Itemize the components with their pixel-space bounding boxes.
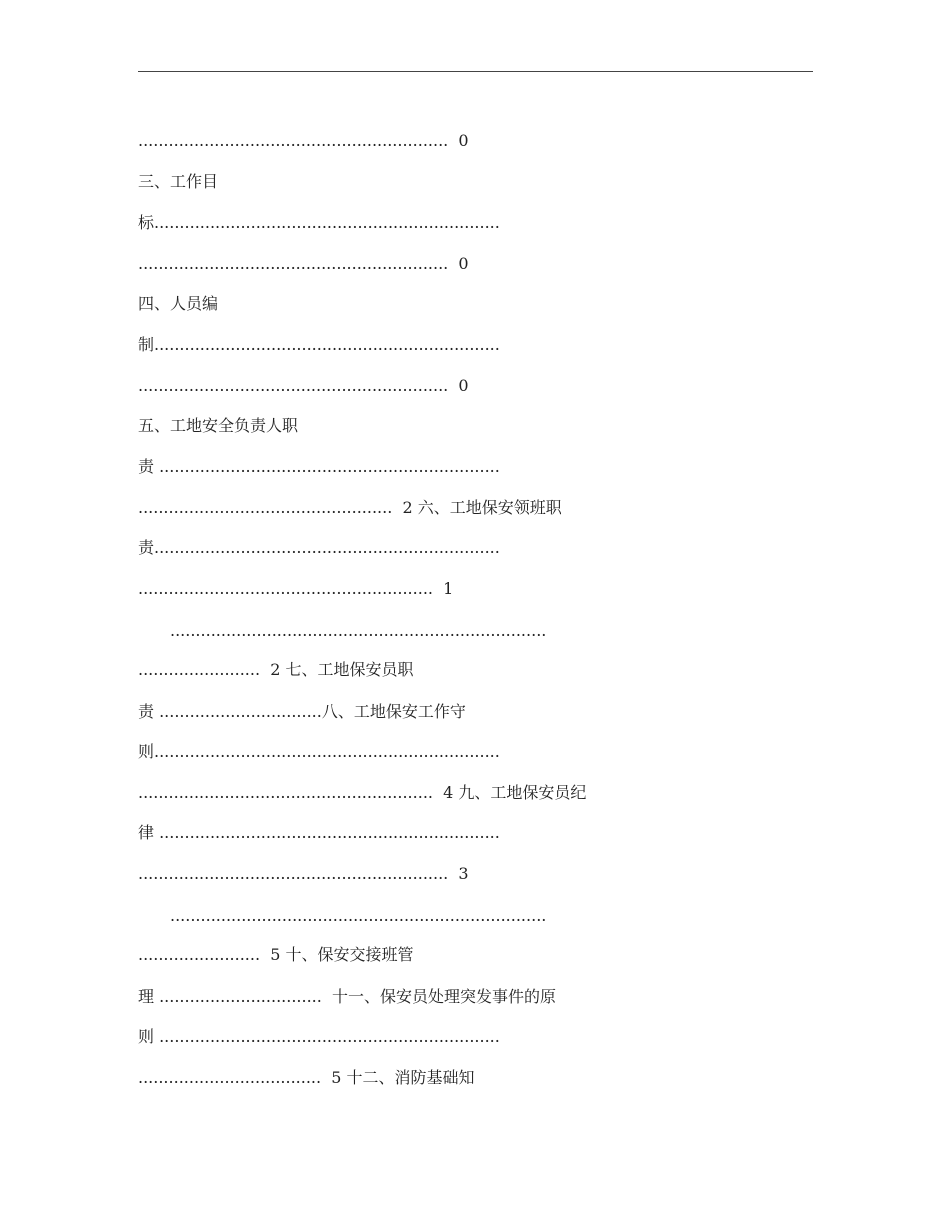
toc-line: ............................................................. 0	[138, 131, 469, 150]
toc-line: 理 ................................ 十一、保安员处理突发事件的原	[138, 987, 557, 1006]
toc-line: 责....................................................................	[138, 538, 500, 557]
toc-line: 三、工作目	[138, 172, 219, 191]
toc-line: ............................................................. 0	[138, 254, 469, 273]
toc-line: 制....................................................................	[138, 335, 500, 354]
toc-line: .......................................................... 4 九、工地保安员纪	[138, 783, 587, 802]
toc-line: .................................... 5 十二、消防基础知	[138, 1068, 475, 1087]
toc-line: 五、工地安全负责人职	[138, 416, 299, 435]
toc-line: .......................................................... 1	[138, 579, 454, 598]
toc-line: 四、人员编	[138, 294, 219, 313]
header-rule	[138, 71, 813, 72]
toc-line: ............................................................. 0	[138, 376, 469, 395]
toc-line: 则....................................................................	[138, 742, 500, 761]
toc-line: 责 ................................八、工地保安工作守	[138, 702, 466, 721]
toc-line: 律 ...................................................................	[138, 823, 500, 842]
toc-line: ............................................................. 3	[138, 864, 469, 883]
toc-line: ..........................................................................	[170, 906, 547, 925]
toc-line: ........................ 2 七、工地保安员职	[138, 660, 414, 679]
toc-line: 标....................................................................	[138, 213, 500, 232]
toc-line: 责 ...................................................................	[138, 457, 500, 476]
toc-line: ..........................................................................	[170, 621, 547, 640]
toc-line: 则 ...................................................................	[138, 1027, 500, 1046]
toc-line: .................................................. 2 六、工地保安领班职	[138, 498, 562, 517]
toc-line: ........................ 5 十、保安交接班管	[138, 945, 414, 964]
